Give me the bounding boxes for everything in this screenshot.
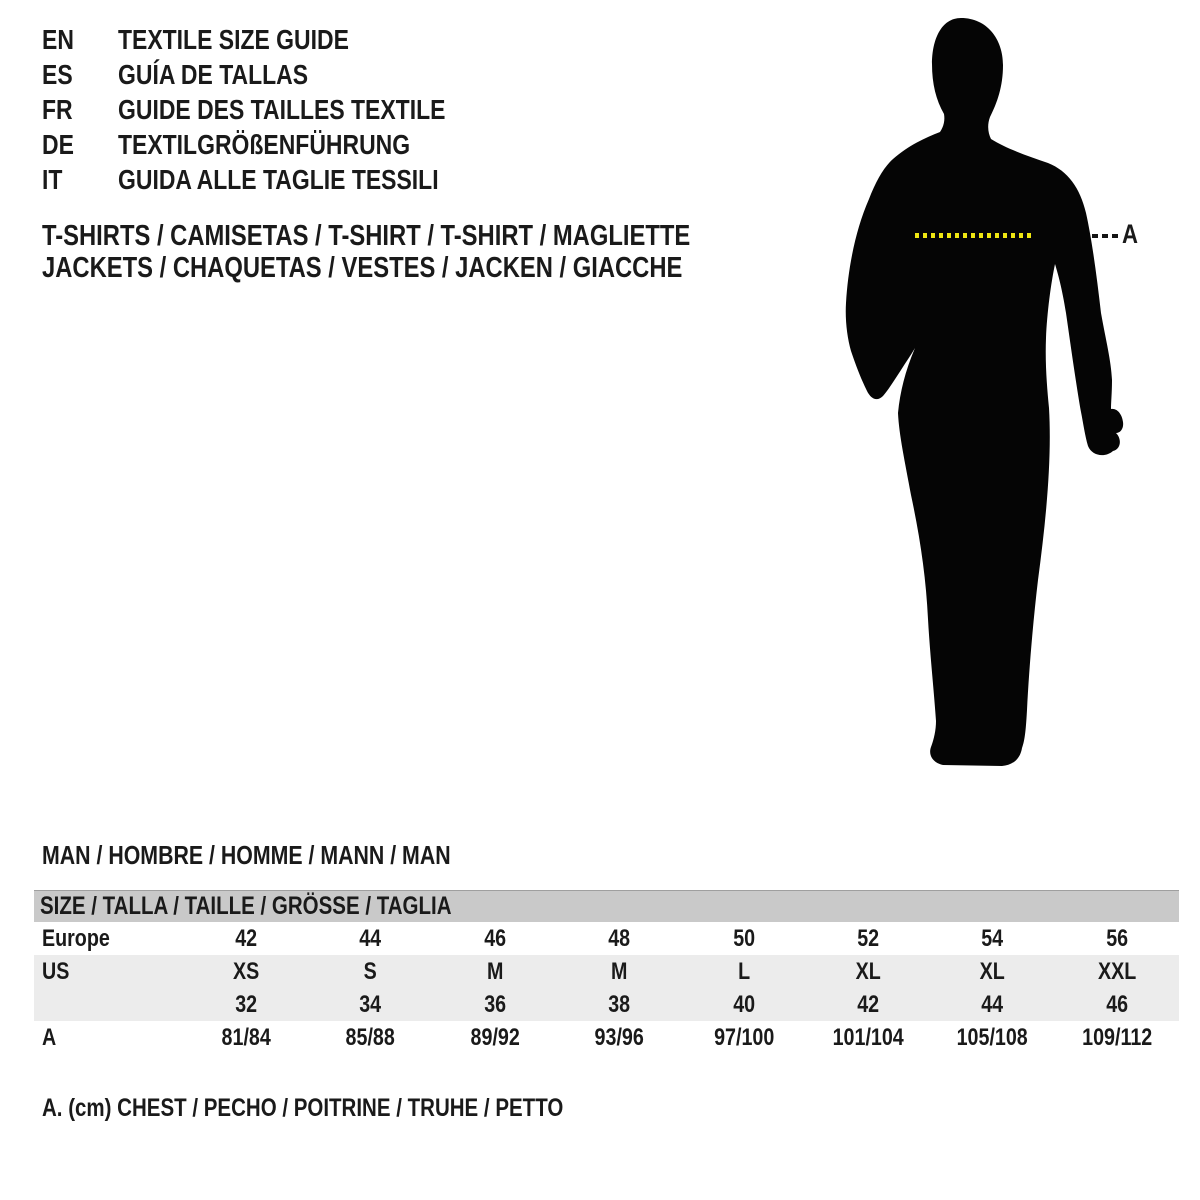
language-title: TEXTILGRÖßENFÜHRUNG (118, 128, 411, 160)
table-row-chest-a (34, 1021, 1179, 1054)
category-line-jackets: JACKETS / CHAQUETAS / VESTES / JACKEN / GIACCHE (42, 252, 683, 284)
table-cell: 89/92 (470, 1023, 520, 1051)
table-cell: 38 (608, 990, 631, 1018)
language-row (42, 127, 517, 162)
language-title: GUIDE DES TAILLES TEXTILE (118, 93, 446, 125)
table-cell: 42 (235, 924, 258, 952)
language-title: GUIDA ALLE TAGLIE TESSILI (118, 163, 439, 195)
table-cell: XS (233, 957, 260, 985)
man-silhouette-figure (840, 8, 1140, 774)
table-cell: M (611, 957, 628, 985)
table-cell: 48 (608, 924, 631, 952)
table-cell: 101/104 (832, 1023, 904, 1051)
table-cell: 50 (732, 924, 755, 952)
table-cell: 44 (981, 990, 1004, 1018)
size-table-header (34, 890, 1179, 922)
product-categories (42, 220, 833, 284)
table-cell: 42 (857, 990, 880, 1018)
table-cell: 81/84 (221, 1023, 271, 1051)
section-title-man: MAN / HOMBRE / HOMME / MANN / MAN (42, 840, 451, 870)
table-row-europe (34, 922, 1179, 955)
language-title: TEXTILE SIZE GUIDE (118, 23, 349, 55)
table-cell: 85/88 (345, 1023, 396, 1051)
row-label-us: US (42, 957, 70, 985)
language-code: ES (42, 58, 73, 90)
table-cell: 40 (732, 990, 755, 1018)
size-table (34, 890, 1179, 1054)
table-cell: 54 (981, 924, 1004, 952)
language-code: DE (42, 128, 74, 160)
measure-label-a: A (1122, 219, 1138, 249)
table-cell: XXL (1097, 957, 1136, 985)
language-title-list (42, 22, 517, 197)
measurement-footnote: A. (cm) CHEST / PECHO / POITRINE / TRUHE / PETTO (42, 1094, 564, 1122)
table-cell: 46 (483, 924, 506, 952)
language-title: GUÍA DE TALLAS (118, 58, 309, 90)
table-cell: S (363, 957, 378, 985)
table-cell: 109/112 (1081, 1023, 1152, 1051)
table-row-alt-size (34, 988, 1179, 1021)
table-cell: 93/96 (594, 1023, 644, 1051)
table-cell: 34 (359, 990, 382, 1018)
table-cell: 56 (1105, 924, 1128, 952)
language-row (42, 162, 517, 197)
table-cell: 46 (1105, 990, 1128, 1018)
table-cell: XL (855, 957, 881, 985)
size-table-header-label: SIZE / TALLA / TAILLE / GRÖSSE / TAGLIA (40, 892, 452, 920)
table-cell: 52 (857, 924, 880, 952)
man-silhouette (846, 18, 1123, 766)
language-code: FR (42, 93, 73, 125)
table-cell: 105/108 (956, 1023, 1029, 1051)
language-row (42, 92, 517, 127)
table-cell: 44 (359, 924, 382, 952)
language-row (42, 22, 517, 57)
language-code: IT (42, 163, 63, 195)
table-cell: 97/100 (713, 1023, 774, 1051)
language-code: EN (42, 23, 74, 55)
table-cell: 32 (235, 990, 258, 1018)
table-cell: 36 (483, 990, 506, 1018)
table-cell: XL (979, 957, 1006, 985)
language-row (42, 57, 517, 92)
chest-measure-dotted-line (915, 233, 1031, 238)
table-cell: M (486, 957, 504, 985)
table-row-us (34, 955, 1179, 988)
table-cell: L (737, 957, 750, 985)
chest-measure-leader-line (1092, 234, 1119, 238)
row-label-europe: Europe (42, 924, 110, 952)
category-line-tshirts: T-SHIRTS / CAMISETAS / T-SHIRT / T-SHIRT / MAGLIETTE (42, 220, 691, 252)
row-label-a: A (42, 1023, 57, 1051)
